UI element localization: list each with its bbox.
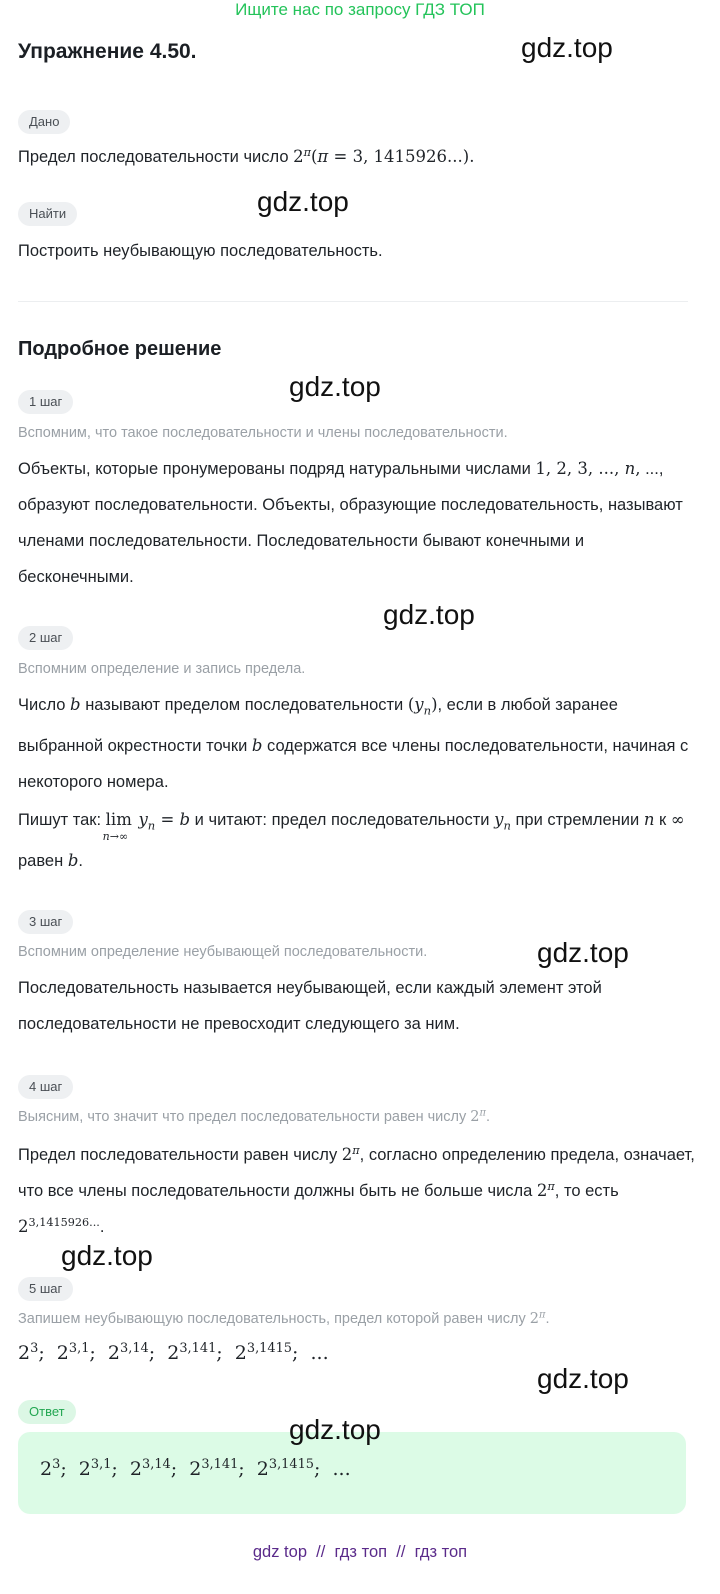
footer-link-gdz-top-ru-2[interactable]: гдз топ (414, 1543, 468, 1561)
watermark: gdz.top (537, 1363, 629, 1394)
step-2-hint: Вспомним определение и запись предела. (18, 661, 306, 677)
step-1-badge: 1 шаг (18, 390, 73, 414)
watermark: gdz.top (383, 599, 475, 630)
given-math: $2^\pi(\pi = 3$, 1415926...). (293, 145, 475, 166)
footer-links (0, 1543, 720, 1562)
top-banner: Ищите нас по запросу ГДЗ ТОП (235, 0, 485, 19)
step-5-badge: 5 шаг (18, 1277, 73, 1301)
step-5-hint: Запишем неубывающую последовательность, предел которой равен числу $2^\pi$. (18, 1309, 550, 1327)
find-text: Построить неубывающую последовательность. (18, 242, 383, 260)
footer-link-gdz-top[interactable]: gdz top (252, 1543, 307, 1561)
step-1-hint: Вспомним, что такое последовательности и члены последовательности. (18, 425, 508, 441)
step-3-hint: Вспомним определение неубывающей последовательности. (18, 944, 428, 960)
footer-separator: // (316, 1543, 326, 1561)
step-4-hint: Выясним, что значит что предел последовательности равен числу $2^\pi$. (18, 1107, 491, 1125)
step-3-badge: 3 шаг (18, 910, 73, 934)
step-3-body: Последовательность называется неубывающей, если каждый элемент этой последовательности не превосходит следующего за ним. (18, 979, 602, 1033)
watermark: gdz.top (521, 32, 613, 63)
step-2-para-1: Число b называют пределом последовательности $(y_n)$, если в любой заранее выбранной окрестности точки b содержатся все члены последовательности, начиная с некоторого номера. (18, 695, 689, 792)
answer-badge: Ответ (18, 1400, 76, 1424)
given-text: Предел последовательности число $2^\pi(\pi = 3$, 1415926...). (18, 145, 475, 166)
watermark: gdz.top (537, 937, 629, 968)
step-5-sequence: $2^3$; 2$^{3,1}$; 2$^{3,14}$; 2$^{3,141}$; $2^{3,1415}$; ... (18, 1340, 329, 1364)
step-1-body: Объекты, которые пронумерованы подряд натуральными числами 1, 2, 3, ..., n, ..., образуют последовательности. Объекты, образующие последовательность, называют членами последовательности. Последовательности бывают конечными и бесконечными. (18, 459, 683, 586)
answer-sequence: $2^3$; 2$^{3,1}$; 2$^{3,14}$; 2$^{3,141}$; $2^{3,1415}$; ... (40, 1456, 351, 1480)
section-divider (18, 301, 688, 302)
step-2-para-2: Пишут так: lim n→∞ $y_n = b$ и читают: предел последовательности $y_n$ при стремлении n к ∞ равен b. (18, 802, 698, 879)
watermark: gdz.top (61, 1240, 153, 1271)
step-4-body: Предел последовательности равен числу $2^\pi$, согласно определению предела, означает, что все члены последовательности должны быть не больше числа $2^\pi$, то есть $2^{3,1415926...}$. (18, 1143, 695, 1236)
watermark: gdz.top (257, 186, 349, 217)
step-2-badge: 2 шаг (18, 626, 73, 650)
watermark: gdz.top (289, 371, 381, 402)
solution-title: Подробное решение (18, 338, 222, 360)
step-4-badge: 4 шаг (18, 1075, 73, 1099)
footer-separator: // (396, 1543, 406, 1561)
limit-notation: lim n→∞ (102, 810, 132, 843)
find-badge: Найти (18, 202, 77, 226)
step-1-math: 1, 2, 3, ..., n, (535, 459, 641, 478)
footer-link-gdz-top-ru[interactable]: гдз топ (334, 1543, 388, 1561)
watermark: gdz.top (289, 1414, 381, 1445)
page-title: Упражнение 4.50. (18, 40, 197, 63)
given-badge: Дано (18, 110, 70, 134)
